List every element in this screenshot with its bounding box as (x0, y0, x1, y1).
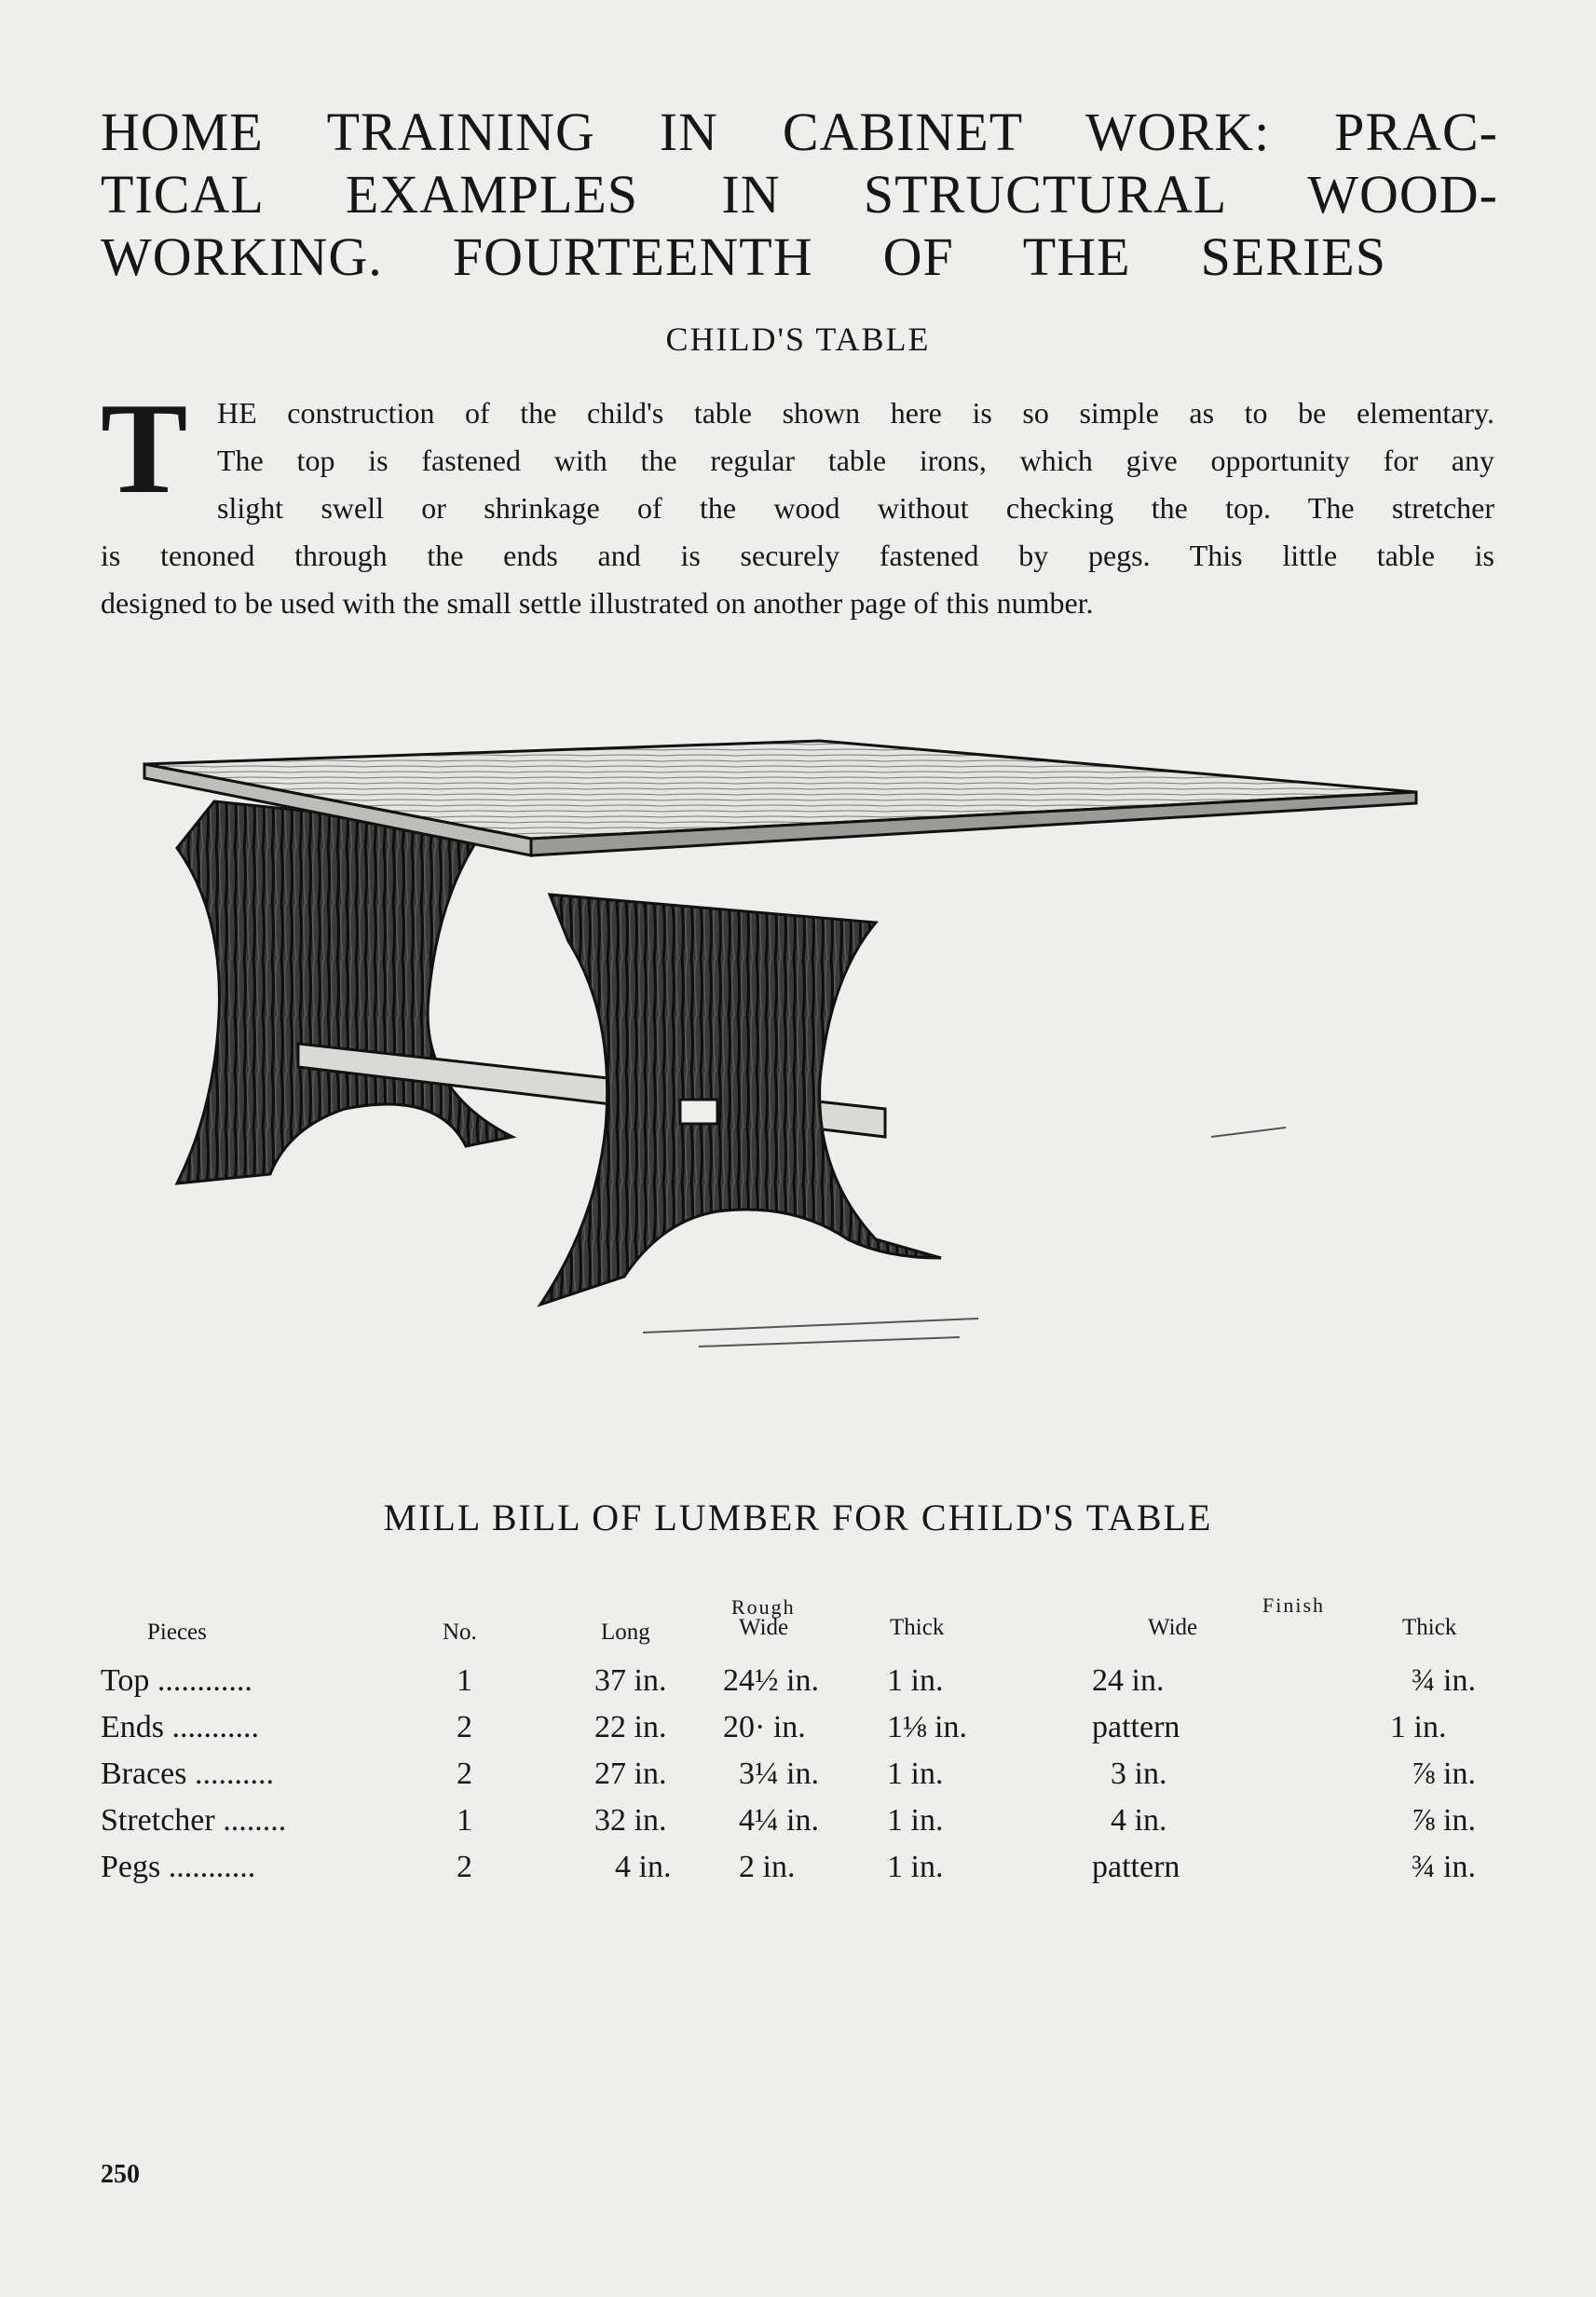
column-header: Thick (890, 1615, 945, 1640)
cell-long: 4 in. (615, 1850, 672, 1884)
headline-line: WORKING. FOURTEENTH OF THE SERIES (101, 226, 1386, 287)
body-line: HE construction of the child's table shown here is so simple as to be elementary. (217, 396, 1494, 430)
page-number: 250 (101, 2160, 140, 2189)
cell-piece: Top ............ (101, 1663, 252, 1698)
cell-finish-thick: ⅞ in. (1412, 1757, 1476, 1791)
cell-piece: Braces .......... (101, 1757, 275, 1791)
mill-bill-title: MILL BILL OF LUMBER FOR CHILD'S TABLE (383, 1497, 1213, 1538)
body-line: is tenoned through the ends and is securely fastened by pegs. This little table is (101, 539, 1494, 572)
cell-rough-wide: 24½ in. (723, 1663, 819, 1698)
cell-no: 1 (457, 1803, 472, 1838)
column-header: Wide (739, 1615, 789, 1640)
cell-rough-thick: 1 in. (887, 1803, 944, 1838)
cell-finish-wide: pattern (1092, 1710, 1180, 1744)
cell-finish-thick: ¾ in. (1412, 1850, 1476, 1884)
cell-rough-wide: 2 in. (739, 1850, 796, 1884)
cell-long: 32 in. (594, 1803, 667, 1838)
cell-finish-wide: 4 in. (1111, 1803, 1167, 1838)
cell-finish-wide: 3 in. (1111, 1757, 1167, 1791)
headline-line: TICAL EXAMPLES IN STRUCTURAL WOOD- (101, 164, 1498, 225)
article-subtitle: CHILD'S TABLE (665, 321, 931, 358)
body-line: The top is fastened with the regular table irons, which give opportunity for any (217, 444, 1494, 477)
cell-rough-thick: 1 in. (887, 1850, 944, 1884)
cell-finish-thick: 1 in. (1390, 1710, 1447, 1744)
cell-rough-thick: 1⅛ in. (887, 1710, 967, 1744)
drop-cap: T (101, 376, 188, 521)
group-header-finish: Finish (1262, 1593, 1326, 1617)
cell-rough-wide: 3¼ in. (739, 1757, 819, 1791)
cell-long: 37 in. (594, 1663, 667, 1698)
column-header: Wide (1148, 1615, 1198, 1640)
cell-rough-thick: 1 in. (887, 1757, 944, 1791)
article-body (101, 376, 1494, 627)
column-header: Thick (1402, 1615, 1457, 1640)
headline-line: HOME TRAINING IN CABINET WORK: PRAC- (101, 102, 1498, 162)
cell-long: 22 in. (594, 1710, 667, 1744)
cell-no: 2 (457, 1710, 472, 1744)
body-line: slight swell or shrinkage of the wood without checking the top. The stretcher (217, 491, 1494, 525)
cell-finish-thick: ⅞ in. (1412, 1803, 1476, 1838)
article-headline (101, 101, 1498, 288)
column-header: No. (443, 1620, 477, 1645)
cell-rough-thick: 1 in. (887, 1663, 944, 1698)
cell-no: 1 (457, 1663, 472, 1698)
body-line: designed to be used with the small settle illustrated on another page of this number. (101, 586, 1094, 620)
group-header-rough: Rough (731, 1595, 796, 1619)
childs-table-illustration (140, 736, 1425, 1416)
cell-finish-thick: ¾ in. (1412, 1663, 1476, 1698)
cell-finish-wide: pattern (1092, 1850, 1180, 1884)
cell-piece: Ends ........... (101, 1710, 259, 1744)
column-header: Long (601, 1620, 650, 1645)
cell-long: 27 in. (594, 1757, 667, 1791)
column-header: Pieces (147, 1620, 207, 1645)
cell-rough-wide: 4¼ in. (739, 1803, 819, 1838)
cell-piece: Stretcher ........ (101, 1803, 287, 1838)
cell-rough-wide: 20· in. (723, 1710, 806, 1744)
cell-no: 2 (457, 1850, 472, 1884)
cell-piece: Pegs ........... (101, 1850, 256, 1884)
cell-finish-wide: 24 in. (1092, 1663, 1165, 1698)
cell-no: 2 (457, 1757, 472, 1791)
